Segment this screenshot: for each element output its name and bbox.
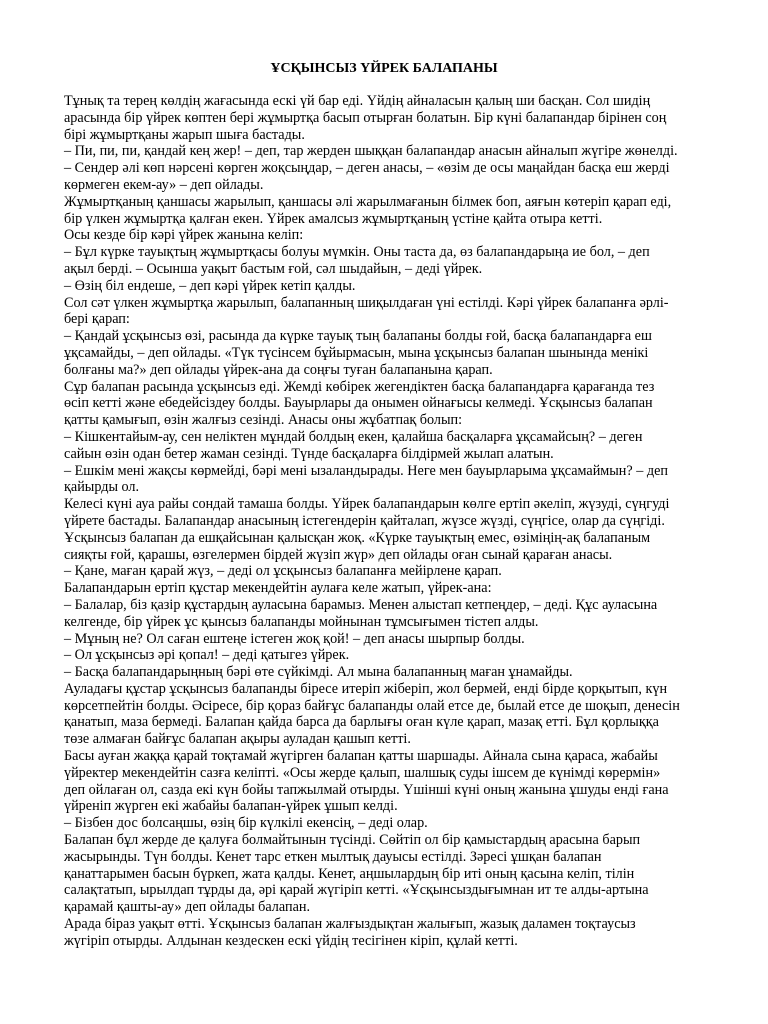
- text-line: – Өзің біл ендеше, – деп кәрі үйрек кетіп қалды.: [64, 277, 356, 294]
- text-line: сайын өзін одан бетер жаман сезінді. Түнде басқаларға білдірмей жылап алатын.: [64, 445, 554, 462]
- text-line: деп ойлаған ол, сазда екі күн бойы тапжылмай отырды. Үшінші күні оның жанына ұшуды енді ғана: [64, 781, 669, 798]
- text-line: – Сендер әлі көп нәрсені көрген жоқсыңдар, – деген анасы, – «өзім де осы маңайдан басқа еш жерді: [64, 160, 670, 177]
- text-line: – Мұның не? Ол саған ештеңе істеген жоқ қой! – деп анасы шырпыр болды.: [64, 630, 525, 647]
- text-line: көрсетпейтін болды. Әсіресе, бір қораз байғұс балапанды олай етсе де, былай етсе де шоқып, денесін: [64, 697, 680, 714]
- text-line: қатты қамығып, өзін жалғыз сезінді. Анасы оны жұбатпақ болып:: [64, 412, 463, 429]
- text-line: қайырды ол.: [64, 479, 140, 496]
- text-line: жасырынды. Түн болды. Кенет тарс еткен мылтық дауысы естілді. Зәресі ұшқан балапан: [64, 848, 602, 865]
- text-line: – Балалар, біз қазір құстардың ауласына барамыз. Менен алыстап кетпеңдер, – деді. Құс ауласына: [64, 596, 658, 613]
- text-line: бір үлкен жұмыртқа қалған екен. Үйрек амалсыз жұмыртқаның үстіне қайта отыра кетті.: [64, 210, 603, 227]
- story-title: ҰСҚЫНСЫЗ ҮЙРЕК БАЛАПАНЫ: [270, 61, 498, 76]
- text-line: Жұмыртқаның қаншасы жарылып, қаншасы әлі жарылмағанын білмек боп, аяғын көтеріп қарап еді,: [64, 193, 672, 210]
- text-line: көрмеген екем-ау» – деп ойлады.: [64, 176, 264, 193]
- text-line: – Бұл күрке тауықтың жұмыртқасы болуы мүмкін. Оны таста да, өз балапандарыңа ие бол, – деп: [64, 244, 650, 261]
- text-line: сияқты ғой, қарашы, өзгелермен бірдей жүзіп жүр» деп ойлады оған сынай қараған анасы.: [64, 546, 613, 563]
- text-line: төзе алмаған байғұс балапан ақыры ауладан қашып кетті.: [64, 731, 411, 748]
- text-line: үйректер мекендейтін сазға келіпті. «Осы жерде қалып, шалшық суды ішсем де күнімді көрермін»: [64, 764, 661, 781]
- text-line: Басы ауған жаққа қарай тоқтамай жүгірген балапан қатты шаршады. Айнала сына қараса, жабайы: [64, 748, 658, 765]
- text-line: ақыл берді. – Осынша уақыт бастым ғой, сәл шыдайын, – деді үйрек.: [64, 260, 483, 277]
- text-line: Балапандарын ертіп құстар мекендейтін аулаға келе жатып, үйрек-ана:: [64, 580, 492, 597]
- text-line: болғаны ма?» деп ойлады үйрек-ана да соңғы туған балапанына қарап.: [64, 361, 493, 378]
- text-line: жүгіріп отырды. Алдынан кездескен ескі үйдің тесігінен кіріп, құлай кетті.: [64, 932, 518, 949]
- story-body: [64, 93, 716, 950]
- text-line: – Басқа балапандарыңның бәрі өте сүйкімді. Ал мына балапанның маған ұнамайды.: [64, 664, 573, 681]
- text-line: – Пи, пи, пи, қандай кең жер! – деп, тар жерден шыққан балапандар анасын айналып жүгіре жөнелді.: [64, 143, 678, 160]
- text-line: Тұнық та терең көлдің жағасында ескі үй бар еді. Үйдің айналасын қалың ши басқан. Сол шидің: [64, 93, 651, 109]
- text-line: қанаттарымен басын бүркеп, жата қалды. Кенет, аңшылардың бір иті оның қасына келіп, тілін: [64, 865, 635, 882]
- text-line: ұқсамайды, – деп ойлады. «Түк түсінсем бұйырмасын, мына ұсқынсыз балапан шынында менікі: [64, 344, 649, 361]
- text-line: – Ешкім мені жақсы көрмейді, бәрі мені ызаландырады. Неге мен бауырларыма ұқсамаймын? – деп: [64, 462, 668, 479]
- text-line: – Ол ұсқынсыз әрі қопал! – деді қатыгез үйрек.: [64, 647, 350, 664]
- text-line: Сол сәт үлкен жұмыртқа жарылып, балапанның шиқылдаған үні естілді. Кәрі үйрек балапанға әрлі-: [64, 294, 669, 311]
- text-line: Сұр балапан расында ұсқынсыз еді. Жемді көбірек жегендіктен басқа балапандарға қарағанда тез: [64, 378, 655, 395]
- text-line: қанатып, маза бермеді. Балапан қайда барса да барлығы оған күле қарап, мазақ етті. Бұл қорлыққа: [64, 714, 659, 731]
- text-line: келгенде, бір үйрек ұс қынсыз балапанды мойнынан тұмсығымен тістеп алды.: [64, 613, 539, 630]
- text-line: Келесі күні ауа райы сондай тамаша болды. Үйрек балапандарын көлге ертіп әкеліп, жүзуді, сүңгуді: [64, 496, 670, 513]
- text-line: – Кішкентайым-ау, сен неліктен мұндай болдың екен, қалайша басқаларға ұқсамайсың? – деген: [64, 428, 643, 445]
- text-line: үйрете бастады. Балапандар анасының істегендерін қайталап, жүзсе жүзді, сүңгісе, олар да сүңгіді.: [64, 512, 665, 529]
- text-line: – Қане, маған қарай жүз, – деді ол ұсқынсыз балапанға мейірлене қарап.: [64, 563, 502, 580]
- text-line: – Бізбен дос болсаңшы, өзің бір күлкілі екенсің, – деді олар.: [64, 815, 428, 832]
- text-line: қарамай қашты-ау» деп ойлады балапан.: [64, 899, 311, 916]
- text-line: Осы кезде бір кәрі үйрек жанына келіп:: [64, 227, 304, 244]
- text-line: өсіп кетті және ебедейсіздеу болды. Бауырлары да онымен ойнағысы келмеді. Ұсқынсыз балапан: [64, 395, 653, 412]
- text-line: арасында бір үйрек көптен бері жұмыртқа басып отырған болатын. Бір күні балапандар бірінен соң: [64, 109, 667, 126]
- text-line: бері қарап:: [64, 311, 130, 328]
- text-line: Балапан бұл жерде де қалуға болмайтынын түсінді. Сөйтіп ол бір қамыстардың арасына барып: [64, 832, 641, 849]
- text-line: – Қандай ұсқынсыз өзі, расында да күрке тауық тың балапаны болды ғой, басқа балапандарға еш: [64, 328, 652, 345]
- text-line: салақтатып, ырылдап тұрды да, әрі қарай жүгіріп кетті. «Ұсқынсыздығымнан ит те алды-артына: [64, 882, 649, 899]
- text-line: үйреніп жүрген екі жабайы балапан-үйрек ұшып келді.: [64, 798, 398, 815]
- text-line: Ауладағы құстар ұсқынсыз балапанды біресе итеріп жіберіп, жол бермей, енді бірде қорқытып, күн: [64, 680, 668, 697]
- text-line: Ұсқынсыз балапан да ешқайсынан қалысқан жоқ. «Күрке тауықтың емес, өзіміңің-ақ балапаным: [64, 529, 651, 546]
- text-line: Арада біраз уақыт өтті. Ұсқынсыз балапан жалғыздықтан жалығып, жазық даламен тоқтаусыз: [64, 916, 636, 933]
- text-line: бірі жұмыртқаны жарып шыға бастады.: [64, 126, 305, 143]
